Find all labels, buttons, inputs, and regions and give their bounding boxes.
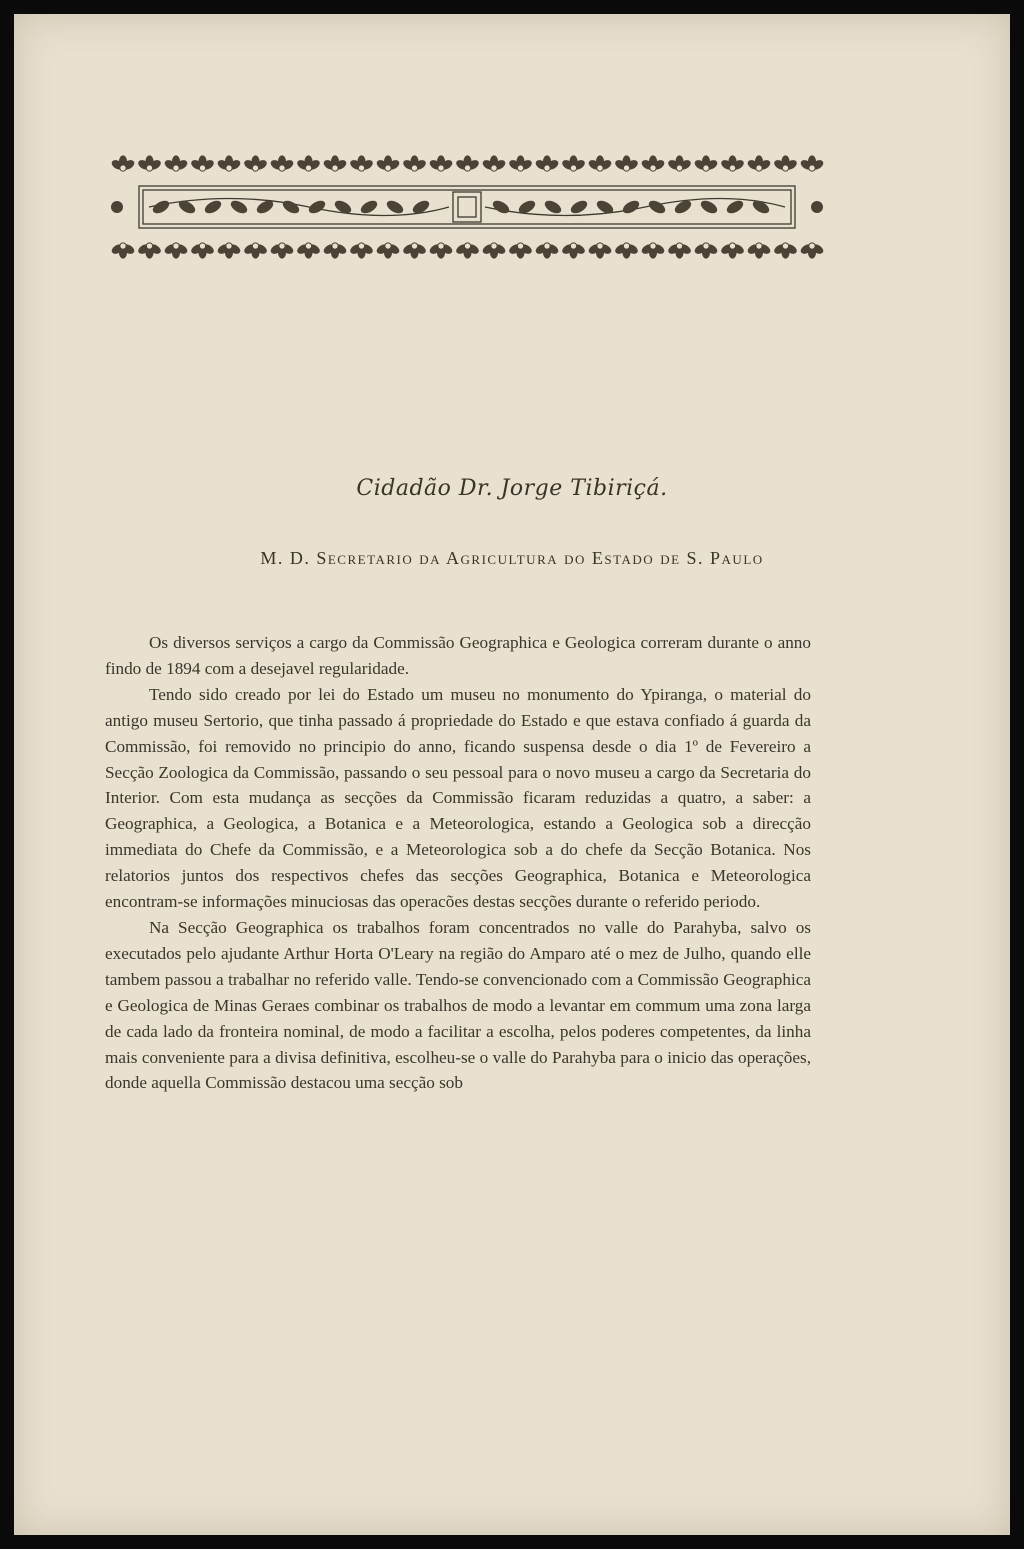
flower-motif-icon: [720, 155, 746, 171]
flower-motif-icon: [720, 242, 746, 258]
flower-motif-icon: [640, 155, 666, 171]
addressee-subtitle: M. D. Secretario da Agricultura do Estado de S. Paulo: [260, 548, 764, 568]
floral-ornament-icon: [109, 146, 825, 266]
flower-motif-icon: [667, 242, 693, 258]
flower-motif-icon: [614, 155, 640, 171]
flower-motif-icon: [216, 155, 242, 171]
flower-motif-icon: [561, 155, 587, 171]
leaf-motif-icon: [229, 198, 250, 216]
flower-motif-icon: [190, 155, 216, 171]
flower-motif-icon: [799, 242, 825, 258]
flower-motif-icon: [243, 155, 269, 171]
flower-motif-icon: [163, 242, 189, 258]
flower-motif-icon: [746, 155, 772, 171]
leaf-motif-icon: [359, 198, 380, 216]
ornament-bottom-row: [110, 242, 825, 258]
flower-motif-icon: [561, 242, 587, 258]
paragraph: Os diversos serviços a cargo da Commissão Geographica e Geologica correram durante o anno findo de 1894 com a desejavel regularidade.: [105, 633, 811, 678]
paragraph: Tendo sido creado por lei do Estado um museu no monumento do Ypiranga, o material do antigo museu Sertorio, que tinha passado á propriedade do Estado e que estava confiado á guarda da Commissão, foi removido no principio do anno, ficando suspensa desde o dia 1º de Fevereiro a Secção Zoologica da Commissão, passando o seu pessoal para o novo museu a cargo da Secretaria do Interior. Com esta mudança as secções da Commissão ficaram reduzidas a quatro, a saber: a Geographica, a Geologica, a Botanica e a Meteorologica, estando a Geologica sob a direcção immediata do Chefe da Commissão, e a Meteorologica sob a do chefe da Secção Botanica. Nos relatorios juntos dos respectivos chefes das secções Geographica, Botanica e Meteorologica encontram-se informações minuciosas das operacões destas secções durante o referido periodo.: [105, 684, 811, 912]
flower-motif-icon: [428, 242, 454, 258]
flower-motif-icon: [746, 242, 772, 258]
salutation: Cidadão Dr. Jorge Tibiriçá.: [356, 476, 668, 501]
flower-motif-icon: [349, 155, 375, 171]
leaf-motif-icon: [491, 198, 512, 216]
flower-motif-icon: [269, 155, 295, 171]
flower-motif-icon: [243, 242, 269, 258]
flower-motif-icon: [667, 155, 693, 171]
flower-motif-icon: [773, 242, 799, 258]
body-text: [105, 630, 811, 1096]
flower-motif-icon: [587, 242, 613, 258]
flower-motif-icon: [375, 155, 401, 171]
document-page: [14, 14, 1010, 1535]
flower-motif-icon: [534, 155, 560, 171]
leaf-motif-icon: [151, 198, 172, 216]
flower-motif-icon: [137, 242, 163, 258]
flower-motif-icon: [322, 242, 348, 258]
flower-motif-icon: [508, 155, 534, 171]
ornament-band: [111, 198, 823, 216]
flower-motif-icon: [269, 242, 295, 258]
flower-motif-icon: [508, 242, 534, 258]
flower-motif-icon: [190, 242, 216, 258]
paragraph: Na Secção Geographica os trabalhos foram concentrados no valle do Parahyba, salvo os executados pelo ajudante Arthur Horta O'Leary na região do Amparo até o mez de Julho, quando elle tambem passou a trabalhar no referido valle. Tendo-se convencionado com a Commissão Geographica e Geologica de Minas Geraes combinar os trabalhos de modo a levantar em commum uma zona larga de cada lado da fronteira nominal, de modo a facilitar a escolha, pelos poderes competentes, da linha mais conveniente para a divisa definitiva, escolheu-se o valle do Parahyba para o inicio das operações, donde aquella Commissão destacou uma secção sob: [105, 917, 811, 1093]
corner-rosette-icon: [811, 201, 823, 213]
flower-motif-icon: [110, 242, 136, 258]
leaf-motif-icon: [203, 198, 224, 216]
flower-motif-icon: [110, 155, 136, 171]
flower-motif-icon: [137, 155, 163, 171]
flower-motif-icon: [587, 155, 613, 171]
flower-motif-icon: [693, 155, 719, 171]
flower-motif-icon: [296, 242, 322, 258]
leaf-motif-icon: [699, 198, 720, 216]
flower-motif-icon: [455, 155, 481, 171]
leaf-motif-icon: [621, 198, 642, 216]
flower-motif-icon: [773, 155, 799, 171]
flower-motif-icon: [534, 242, 560, 258]
flower-motif-icon: [322, 155, 348, 171]
leaf-motif-icon: [569, 198, 590, 216]
flower-motif-icon: [428, 155, 454, 171]
flower-motif-icon: [640, 242, 666, 258]
flower-motif-icon: [693, 242, 719, 258]
flower-motif-icon: [799, 155, 825, 171]
flower-motif-icon: [481, 155, 507, 171]
flower-motif-icon: [402, 155, 428, 171]
flower-motif-icon: [481, 242, 507, 258]
leaf-motif-icon: [543, 198, 564, 216]
flower-motif-icon: [296, 155, 322, 171]
flower-motif-icon: [402, 242, 428, 258]
flower-motif-icon: [375, 242, 401, 258]
corner-rosette-icon: [111, 201, 123, 213]
ornament-top-row: [110, 155, 825, 171]
leaf-motif-icon: [385, 198, 406, 216]
flower-motif-icon: [349, 242, 375, 258]
flower-motif-icon: [163, 155, 189, 171]
leaf-motif-icon: [281, 198, 302, 216]
flower-motif-icon: [455, 242, 481, 258]
flower-motif-icon: [216, 242, 242, 258]
flower-motif-icon: [614, 242, 640, 258]
leaf-motif-icon: [725, 198, 746, 216]
leaf-motif-icon: [647, 198, 668, 216]
